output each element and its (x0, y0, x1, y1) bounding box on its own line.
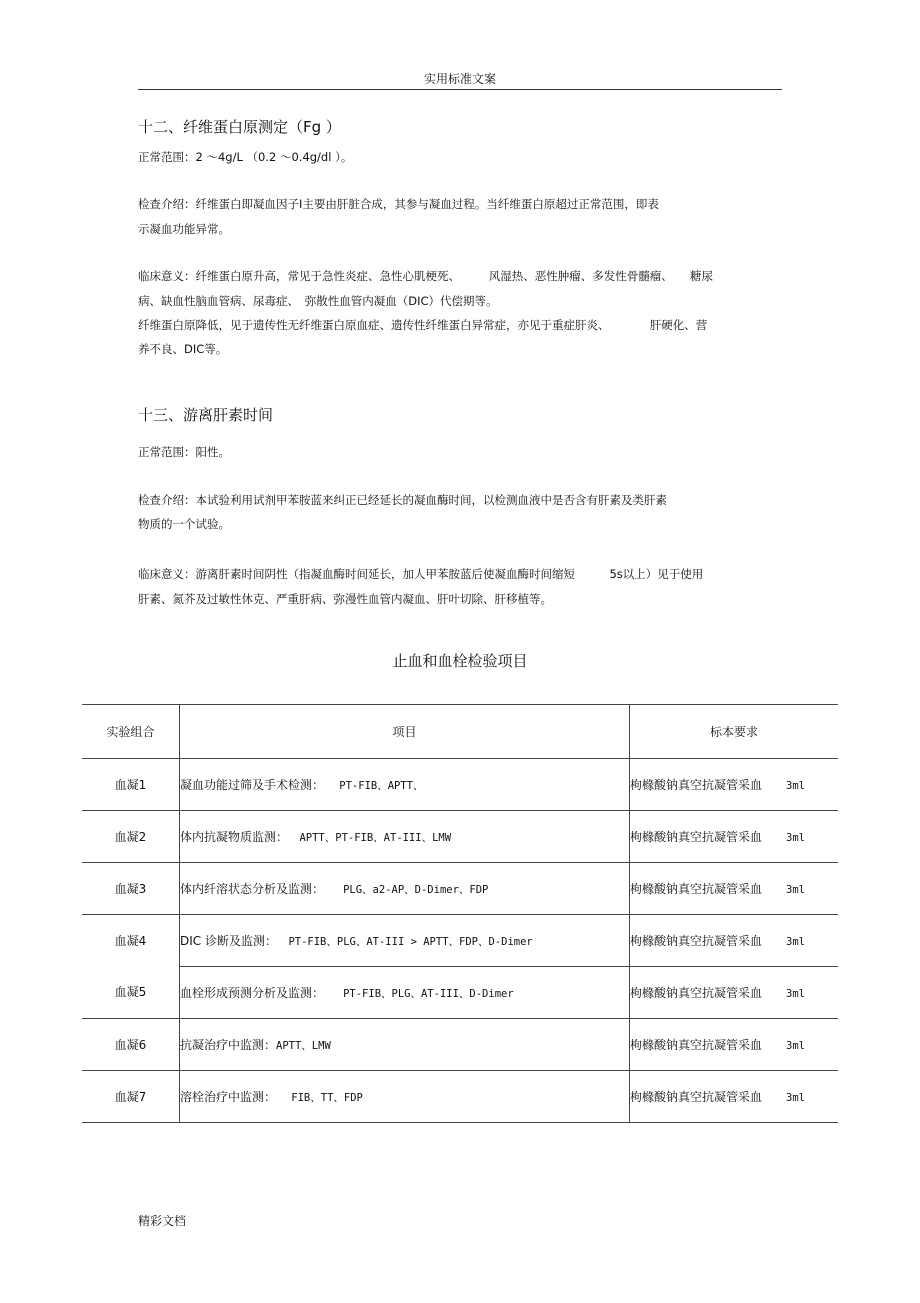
item-label: DIC 诊断及监测： (180, 934, 277, 948)
item-label: 血栓形成预测分析及监测： (180, 986, 325, 1000)
section-13-title: 十三、游离肝素时间 (138, 406, 274, 424)
section-13-intro-line-1: 检查介绍：本试验利用试剂甲苯胺蓝来纠正已经延长的凝血酶时间，以检测血液中是否含有肝素及类肝素 (138, 493, 667, 507)
item-label: 溶栓治疗中监测： (180, 1090, 277, 1104)
item-codes: PT-FIB、APTT、 (339, 780, 424, 792)
item-label: 体内纤溶状态分析及监测： (180, 882, 325, 896)
test-items-table (82, 704, 838, 1123)
item-codes: APTT、LMW (276, 1040, 331, 1052)
requirement-text: 枸橼酸钠真空抗凝管采血 (630, 1038, 763, 1052)
item-cell (180, 1071, 630, 1123)
header-group: 实验组合 (82, 705, 180, 759)
requirement-text: 枸橼酸钠真空抗凝管采血 (630, 1090, 763, 1104)
item-codes: PT-FIB、PLG、AT-III、D-Dimer (343, 988, 514, 1000)
section-12-intro-line-2: 示凝血功能异常。 (138, 222, 230, 236)
table-row (82, 1071, 838, 1123)
item-cell (180, 1019, 630, 1071)
volume-text: 3ml (786, 936, 805, 948)
group-cell: 血凝1 (82, 759, 180, 811)
section-12-clinical-line-3: 纤维蛋白原降低，见于遗传性无纤维蛋白原血症、遗传性纤维蛋白异常症，亦见于重症肝炎、 肝硬化、营 (138, 318, 708, 332)
section-12-clinical-line-1: 临床意义：纤维蛋白原升高，常见于急性炎症、急性心肌梗死、 风湿热、恶性肿瘤、多发性骨髓瘤、 糖尿 (138, 269, 713, 283)
requirement-text: 枸橼酸钠真空抗凝管采血 (630, 778, 763, 792)
requirement-cell (630, 1071, 839, 1123)
volume-text: 3ml (786, 832, 805, 844)
volume-text: 3ml (786, 1040, 805, 1052)
requirement-text: 枸橼酸钠真空抗凝管采血 (630, 986, 763, 1000)
page-header: 实用标准文案 (423, 72, 496, 86)
requirement-cell (630, 811, 839, 863)
group-cell: 血凝4 (114, 933, 147, 948)
table-title: 止血和血栓检验项目 (392, 652, 528, 670)
requirement-cell (630, 759, 839, 811)
group-cell: 血凝2 (82, 811, 180, 863)
item-cell (180, 915, 630, 967)
table-row (82, 759, 838, 811)
volume-text: 3ml (786, 988, 805, 1000)
item-cell (180, 759, 630, 811)
section-12-normal-range: 正常范围：2 ～4g/L （0.2 ～0.4g/dl ）。 (138, 150, 353, 164)
item-cell (180, 863, 630, 915)
item-label: 凝血功能过筛及手术检测： (180, 778, 325, 792)
table-row (82, 1019, 838, 1071)
requirement-text: 枸橼酸钠真空抗凝管采血 (630, 830, 763, 844)
item-codes: PLG、a2-AP、D-Dimer、FDP (343, 884, 489, 896)
volume-text: 3ml (786, 780, 805, 792)
group-cell: 血凝5 (114, 984, 147, 999)
section-12-intro-line-1: 检查介绍：纤维蛋白即凝血因子Ⅰ主要由肝脏合成，其参与凝血过程。当纤维蛋白原超过正常范围，即表 (138, 197, 659, 211)
section-13-normal-range: 正常范围：阳性。 (138, 445, 230, 459)
header-divider (138, 89, 782, 90)
item-cell (180, 967, 630, 1019)
item-cell (180, 811, 630, 863)
requirement-cell (630, 1019, 839, 1071)
item-label: 抗凝治疗中监测： (180, 1038, 277, 1052)
item-codes: FIB、TT、FDP (291, 1092, 363, 1104)
header-requirement: 标本要求 (630, 705, 839, 759)
item-codes: APTT、PT-FIB、AT-III、LMW (299, 832, 452, 844)
section-12-title: 十二、纤维蛋白原测定（Fg ） (138, 118, 341, 136)
section-13-intro-line-2: 物质的一个试验。 (138, 517, 230, 531)
requirement-cell (630, 915, 839, 967)
requirement-cell (630, 863, 839, 915)
page-footer: 精彩文档 (138, 1214, 187, 1228)
header-item: 项目 (180, 705, 630, 759)
section-13-clinical-line-1: 临床意义：游离肝素时间阴性（指凝血酶时间延长，加人甲苯胺蓝后使凝血酶时间缩短 5s以上）见于使用 (138, 567, 704, 581)
requirement-text: 枸橼酸钠真空抗凝管采血 (630, 934, 763, 948)
requirement-text: 枸橼酸钠真空抗凝管采血 (630, 882, 763, 896)
table-row (82, 967, 838, 1019)
requirement-cell (630, 967, 839, 1019)
item-label: 体内抗凝物质监测： (180, 830, 289, 844)
table-row (82, 811, 838, 863)
item-codes: PT-FIB、PLG、AT-III > APTT、FDP、D-Dimer (288, 936, 533, 948)
section-13-clinical-line-2: 肝素、氮芥及过敏性休克、严重肝病、弥漫性血管内凝血、肝叶切除、肝移植等。 (138, 592, 552, 606)
volume-text: 3ml (786, 1092, 805, 1104)
group-cell: 血凝3 (82, 863, 180, 915)
table-header-row (82, 705, 838, 759)
group-cell-merged (82, 915, 180, 1019)
volume-text: 3ml (786, 884, 805, 896)
group-cell: 血凝6 (82, 1019, 180, 1071)
group-cell: 血凝7 (82, 1071, 180, 1123)
table-row (82, 915, 838, 967)
section-12-clinical-line-4: 养不良、DIC等。 (138, 342, 228, 356)
section-12-clinical-line-2: 病、缺血性脑血管病、尿毒症、 弥散性血管内凝血（DIC）代偿期等。 (138, 294, 498, 308)
table-row (82, 863, 838, 915)
